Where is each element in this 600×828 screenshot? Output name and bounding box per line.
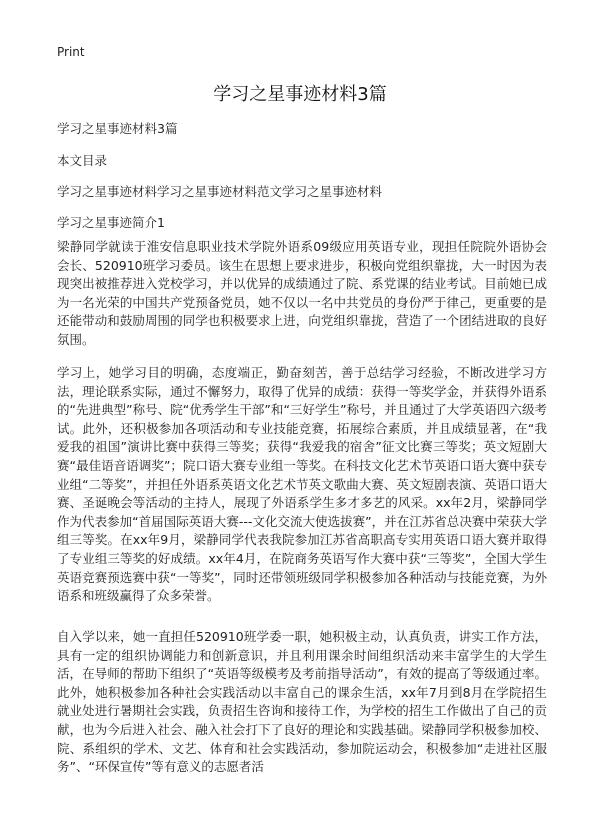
print-link[interactable]: Print	[57, 45, 85, 59]
page-title: 学习之星事迹材料3篇	[213, 84, 387, 105]
paragraph-2: 学习上，她学习目的明确，态度端正，勤奋刻苦，善于总结学习经验，不断改进学习方法，理论联系实际，通过不懈努力，取得了优异的成绩：获得一等奖学金，并获得外语系的“先进典型”称号、院“优秀学生干部”和“三好学生”称号，并且通过了大学英语四六级考试。此外，还积极参加各项活动和专业技能竞赛，拓展综合素质，并且成绩显著，在“我爱我的祖国”演讲比赛中获得三等奖；获得“我爱我的宿舍”征文比赛三等奖；英文短剧大赛“最佳语音语调奖”；院口语大赛专业组一等奖。在科技文化艺术节英语口语大赛中获专业组“二等奖”，并担任外语系英语文化艺术节英文歌曲大赛、英文短剧表演、英语口语大赛、圣诞晚会等活动的主持人，展现了外语系学生多才多艺的风采。xx年2月，梁静同学作为代表参加“首届国际英语大赛---文化交流大使选拔赛”，并在江苏省总决赛中荣获大学组三等奖。在xx年9月，梁静同学代表我院参加江苏省高职高专实用英语口语大赛并取得了专业组三等奖的好成绩。xx年4月，在院商务英语写作大赛中获“三等奖”，全国大学生英语竞赛预选赛中获“一等奖”，同时还带领班级同学积极参加各种活动与技能竞赛，为外语系和班级赢得了众多荣誉。	[57, 365, 547, 604]
toc-heading: 本文目录	[57, 153, 108, 168]
paragraph-1: 梁静同学就读于淮安信息职业技术学院外语系09级应用英语专业，现担任院院外语协会会长、520910班学习委员。该生在思想上要求进步，积极向党组织靠拢，大一时因为表现突出被推荐进入党校学习，并以优异的成绩通过了院、系党课的结业考试。目前她已成为一名光荣的中国共产党预备党员，她不仅以一名中共党员的身份严于律己，更重要的是还能带动和鼓励周围的同学也积极要求上进，向党组织靠拢，营造了一个团结进取的良好氛围。	[57, 239, 547, 347]
paragraph-3: 自入学以来，她一直担任520910班学委一职，她积极主动，认真负责，讲实工作方法，具有一定的组织协调能力和创新意识，并且利用课余时间组织活动来丰富学生的大学生活，在导师的帮助下组织了“英语等级模考及考前指导活动”，有效的提高了等级通过率。此外，她积极参加各种社会实践活动以丰富自己的课余生活，xx年7月到8月在学院招生就业处进行暑期社会实践，负责招生咨询和接待工作，为学校的招生工作做出了自己的贡献，也为今后进入社会、融入社会打下了良好的理论和实践基础。梁静同学积极参加校、院、系组织的学术、文艺、体育和社会实践活动，参加院运动会，积极参加“走进社区服务”、“环保宣传”等有意义的志愿者活	[57, 629, 547, 775]
toc-line: 学习之星事迹材料学习之星事迹材料范文学习之星事迹材料	[57, 184, 383, 199]
section-heading: 学习之星事迹简介1	[57, 215, 165, 230]
document-subtitle: 学习之星事迹材料3篇	[57, 121, 178, 136]
